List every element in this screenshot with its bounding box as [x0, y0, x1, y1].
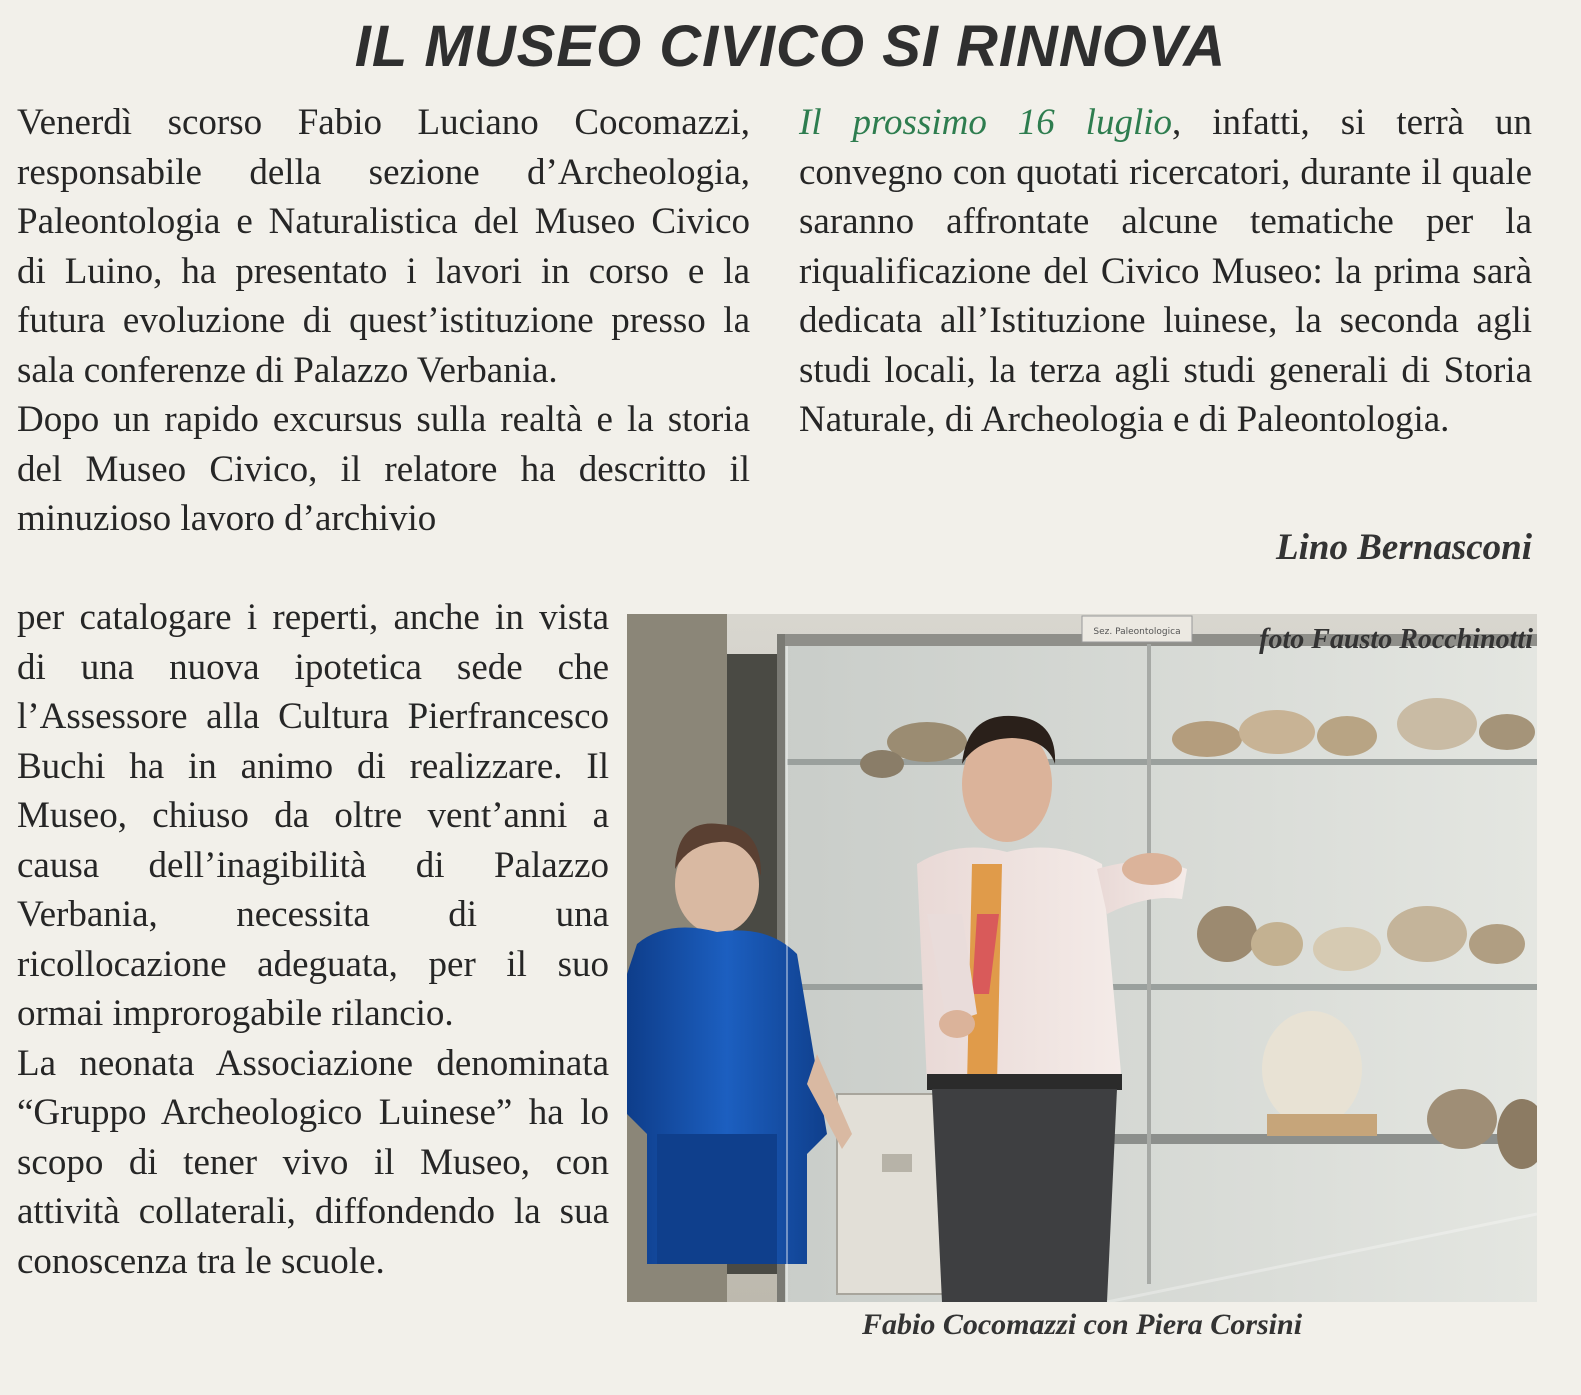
left-paragraph-4: La neonata Associazione denominata “Gruppo Archeologico Luinese” ha lo scopo di tener vivo il Museo, con attività collaterali, diffondendo la sua conoscenza tra le scuole. — [17, 1042, 609, 1282]
right-paragraph — [799, 98, 1532, 445]
photo-credit: foto Fausto Rocchinotti — [1259, 624, 1533, 655]
left-column-bottom — [17, 593, 609, 1286]
left-column-top — [17, 98, 750, 544]
article-author: Lino Bernasconi — [1276, 527, 1532, 568]
right-paragraph-text: , infatti, si terrà un convegno con quotati ricercatori, durante il quale saranno affrontate alcune tematiche per la riqualificazione del Civico Museo: la prima sarà dedicata all’Istituzione luinese, la seconda agli studi locali, la terza agli studi generali di Storia Naturale, di Archeologia e di Paleontologia. — [799, 102, 1533, 440]
left-paragraph-2: Dopo un rapido excursus sulla realtà e la storia del Museo Civico, il relatore ha descritto il minuzioso lavoro d’archivio — [17, 399, 750, 539]
left-paragraph-3: per catalogare i reperti, anche in vista di una nuova ipotetica sede che l’Assessore alla Cultura Pierfrancesco Buchi ha in animo di realizzare. Il Museo, chiuso da oltre vent’anni a causa dell’inagibilità di Palazzo Verbania, necessita di una ricollocazione adeguata, per il suo ormai improrogabile rilancio. — [17, 597, 609, 1034]
right-column — [799, 98, 1532, 445]
case-label: Sez. Paleontologica — [1093, 627, 1181, 637]
article-photo — [627, 614, 1537, 1302]
left-paragraph-1: Venerdì scorso Fabio Luciano Cocomazzi, responsabile della sezione d’Archeologia, Paleontologia e Naturalistica del Museo Civico di Luino, ha presentato i lavori in corso e la futura evoluzione di quest’istituzione presso la sala conferenze di Palazzo Verbania. — [17, 102, 750, 391]
convention-date: Il prossimo 16 luglio — [799, 102, 1173, 143]
article-title: IL MUSEO CIVICO SI RINNOVA — [354, 14, 1227, 79]
photo-caption: Fabio Cocomazzi con Piera Corsini — [861, 1308, 1303, 1341]
